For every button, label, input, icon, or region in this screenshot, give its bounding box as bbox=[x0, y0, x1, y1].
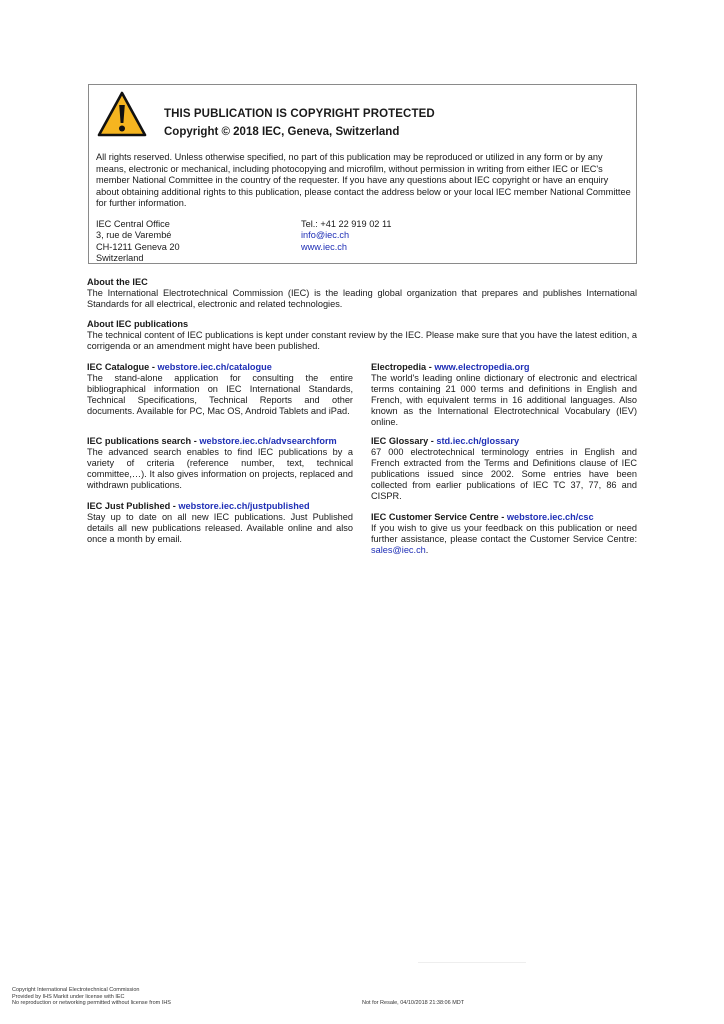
faint-divider bbox=[418, 962, 526, 963]
advsearch-link[interactable]: webstore.iec.ch/advsearchform bbox=[199, 436, 337, 446]
iec-catalogue-body: The stand-alone application for consulting the entire bibliographical information on IEC International Standards, Technical Specifications, Technical Reports and other documents. Available for PC, Mac OS, Android Tablets and iPad. bbox=[87, 373, 353, 417]
footer-license bbox=[12, 987, 171, 1007]
electropedia-heading: Electropedia - www.electropedia.org bbox=[371, 362, 530, 372]
about-iec-heading: About the IEC bbox=[87, 277, 148, 287]
website-link[interactable]: www.iec.ch bbox=[301, 241, 347, 252]
about-iec-body: The International Electrotechnical Commission (IEC) is the leading global organization that prepares and publishes International Standards for all electrical, electronic and related technologies. bbox=[87, 288, 637, 310]
customer-service-block bbox=[371, 512, 637, 556]
copyright-subtitle: Copyright © 2018 IEC, Geneva, Switzerland bbox=[164, 126, 400, 138]
address-line: IEC Central Office bbox=[96, 219, 170, 229]
copyright-body: All rights reserved. Unless otherwise specified, no part of this publication may be reproduced or utilized in any form or by any means, electronic or mechanical, including photocopying and microfilm, without permission in writing from either IEC or IEC's member National Committee in the country of the requester. If you have any questions about IEC copyright or have an enquiry about obtaining additional rights to this publication, please contact the address below or your local IEC member National Committee for further information. bbox=[96, 152, 631, 209]
iec-just-published-body: Stay up to date on all new IEC publications. Just Published details all new publications released. Available online and also once a month by email. bbox=[87, 512, 353, 545]
iec-glossary-heading: IEC Glossary - std.iec.ch/glossary bbox=[371, 436, 520, 446]
electropedia-block bbox=[371, 362, 637, 428]
footer-resale-notice: Not for Resale, 04/10/2018 21:38:06 MDT bbox=[362, 1000, 465, 1006]
footer-line: Provided by IHS Markit under license with IEC bbox=[12, 993, 125, 1000]
iec-catalogue-heading: IEC Catalogue - webstore.iec.ch/catalogue bbox=[87, 362, 272, 372]
email-link[interactable]: info@iec.ch bbox=[301, 230, 350, 241]
iec-just-published-heading: IEC Just Published - webstore.iec.ch/justpublished bbox=[87, 501, 310, 511]
about-publications-heading: About IEC publications bbox=[87, 319, 189, 329]
iec-just-published-block bbox=[87, 501, 353, 545]
customer-service-heading: IEC Customer Service Centre - webstore.iec.ch/csc bbox=[371, 512, 594, 522]
iec-address bbox=[96, 219, 180, 265]
iec-contact bbox=[301, 219, 392, 253]
telephone: Tel.: +41 22 919 02 11 bbox=[301, 219, 392, 229]
about-publications-body: The technical content of IEC publications is kept under constant review by the IEC. Please make sure that you have the latest edition, a corrigenda or an amendment might have been published. bbox=[87, 330, 637, 352]
warning-icon bbox=[97, 91, 147, 138]
csc-link[interactable]: webstore.iec.ch/csc bbox=[506, 512, 594, 522]
electropedia-link[interactable]: www.electropedia.org bbox=[434, 362, 530, 372]
address-line: 3, rue de Varembé bbox=[96, 230, 172, 241]
catalogue-link[interactable]: webstore.iec.ch/catalogue bbox=[157, 362, 272, 372]
iec-search-body: The advanced search enables to find IEC publications by a variety of criteria (reference number, text, technical committee,…). It also gives information on projects, replaced and withdrawn publications. bbox=[87, 447, 353, 491]
iec-catalogue-block bbox=[87, 362, 353, 417]
footer-line: No reproduction or networking permitted without license from IHS bbox=[12, 1000, 171, 1006]
iec-glossary-block bbox=[371, 436, 637, 502]
iec-glossary-body: 67 000 electrotechnical terminology entries in English and French extracted from the Terms and Definitions clause of IEC publications issued since 2002. Some entries have been collected from earlier publications of IEC TC 37, 77, 86 and CISPR. bbox=[371, 447, 637, 502]
sales-email-link[interactable]: sales@iec.ch bbox=[371, 545, 426, 556]
customer-service-body: If you wish to give us your feedback on this publication or need further assistance, please contact the Customer Service Centre: sales@iec.ch. bbox=[371, 523, 637, 556]
copyright-title: THIS PUBLICATION IS COPYRIGHT PROTECTED bbox=[164, 108, 435, 120]
about-iec-section bbox=[87, 277, 637, 310]
glossary-link[interactable]: std.iec.ch/glossary bbox=[436, 436, 520, 446]
address-line: Switzerland bbox=[96, 253, 144, 264]
address-line: CH-1211 Geneva 20 bbox=[96, 241, 180, 252]
iec-search-heading: IEC publications search - webstore.iec.ch/advsearchform bbox=[87, 436, 337, 446]
iec-search-block bbox=[87, 436, 353, 491]
about-publications-section bbox=[87, 319, 637, 352]
copyright-notice-box bbox=[88, 84, 637, 264]
footer-line: Copyright International Electrotechnical Commission bbox=[12, 987, 140, 993]
electropedia-body: The world's leading online dictionary of electronic and electrical terms containing 21 000 terms and definitions in English and French, with equivalent terms in 16 additional languages. Also known as the International Electrotechnical Vocabulary (IEV) online. bbox=[371, 373, 637, 428]
justpublished-link[interactable]: webstore.iec.ch/justpublished bbox=[178, 501, 310, 511]
